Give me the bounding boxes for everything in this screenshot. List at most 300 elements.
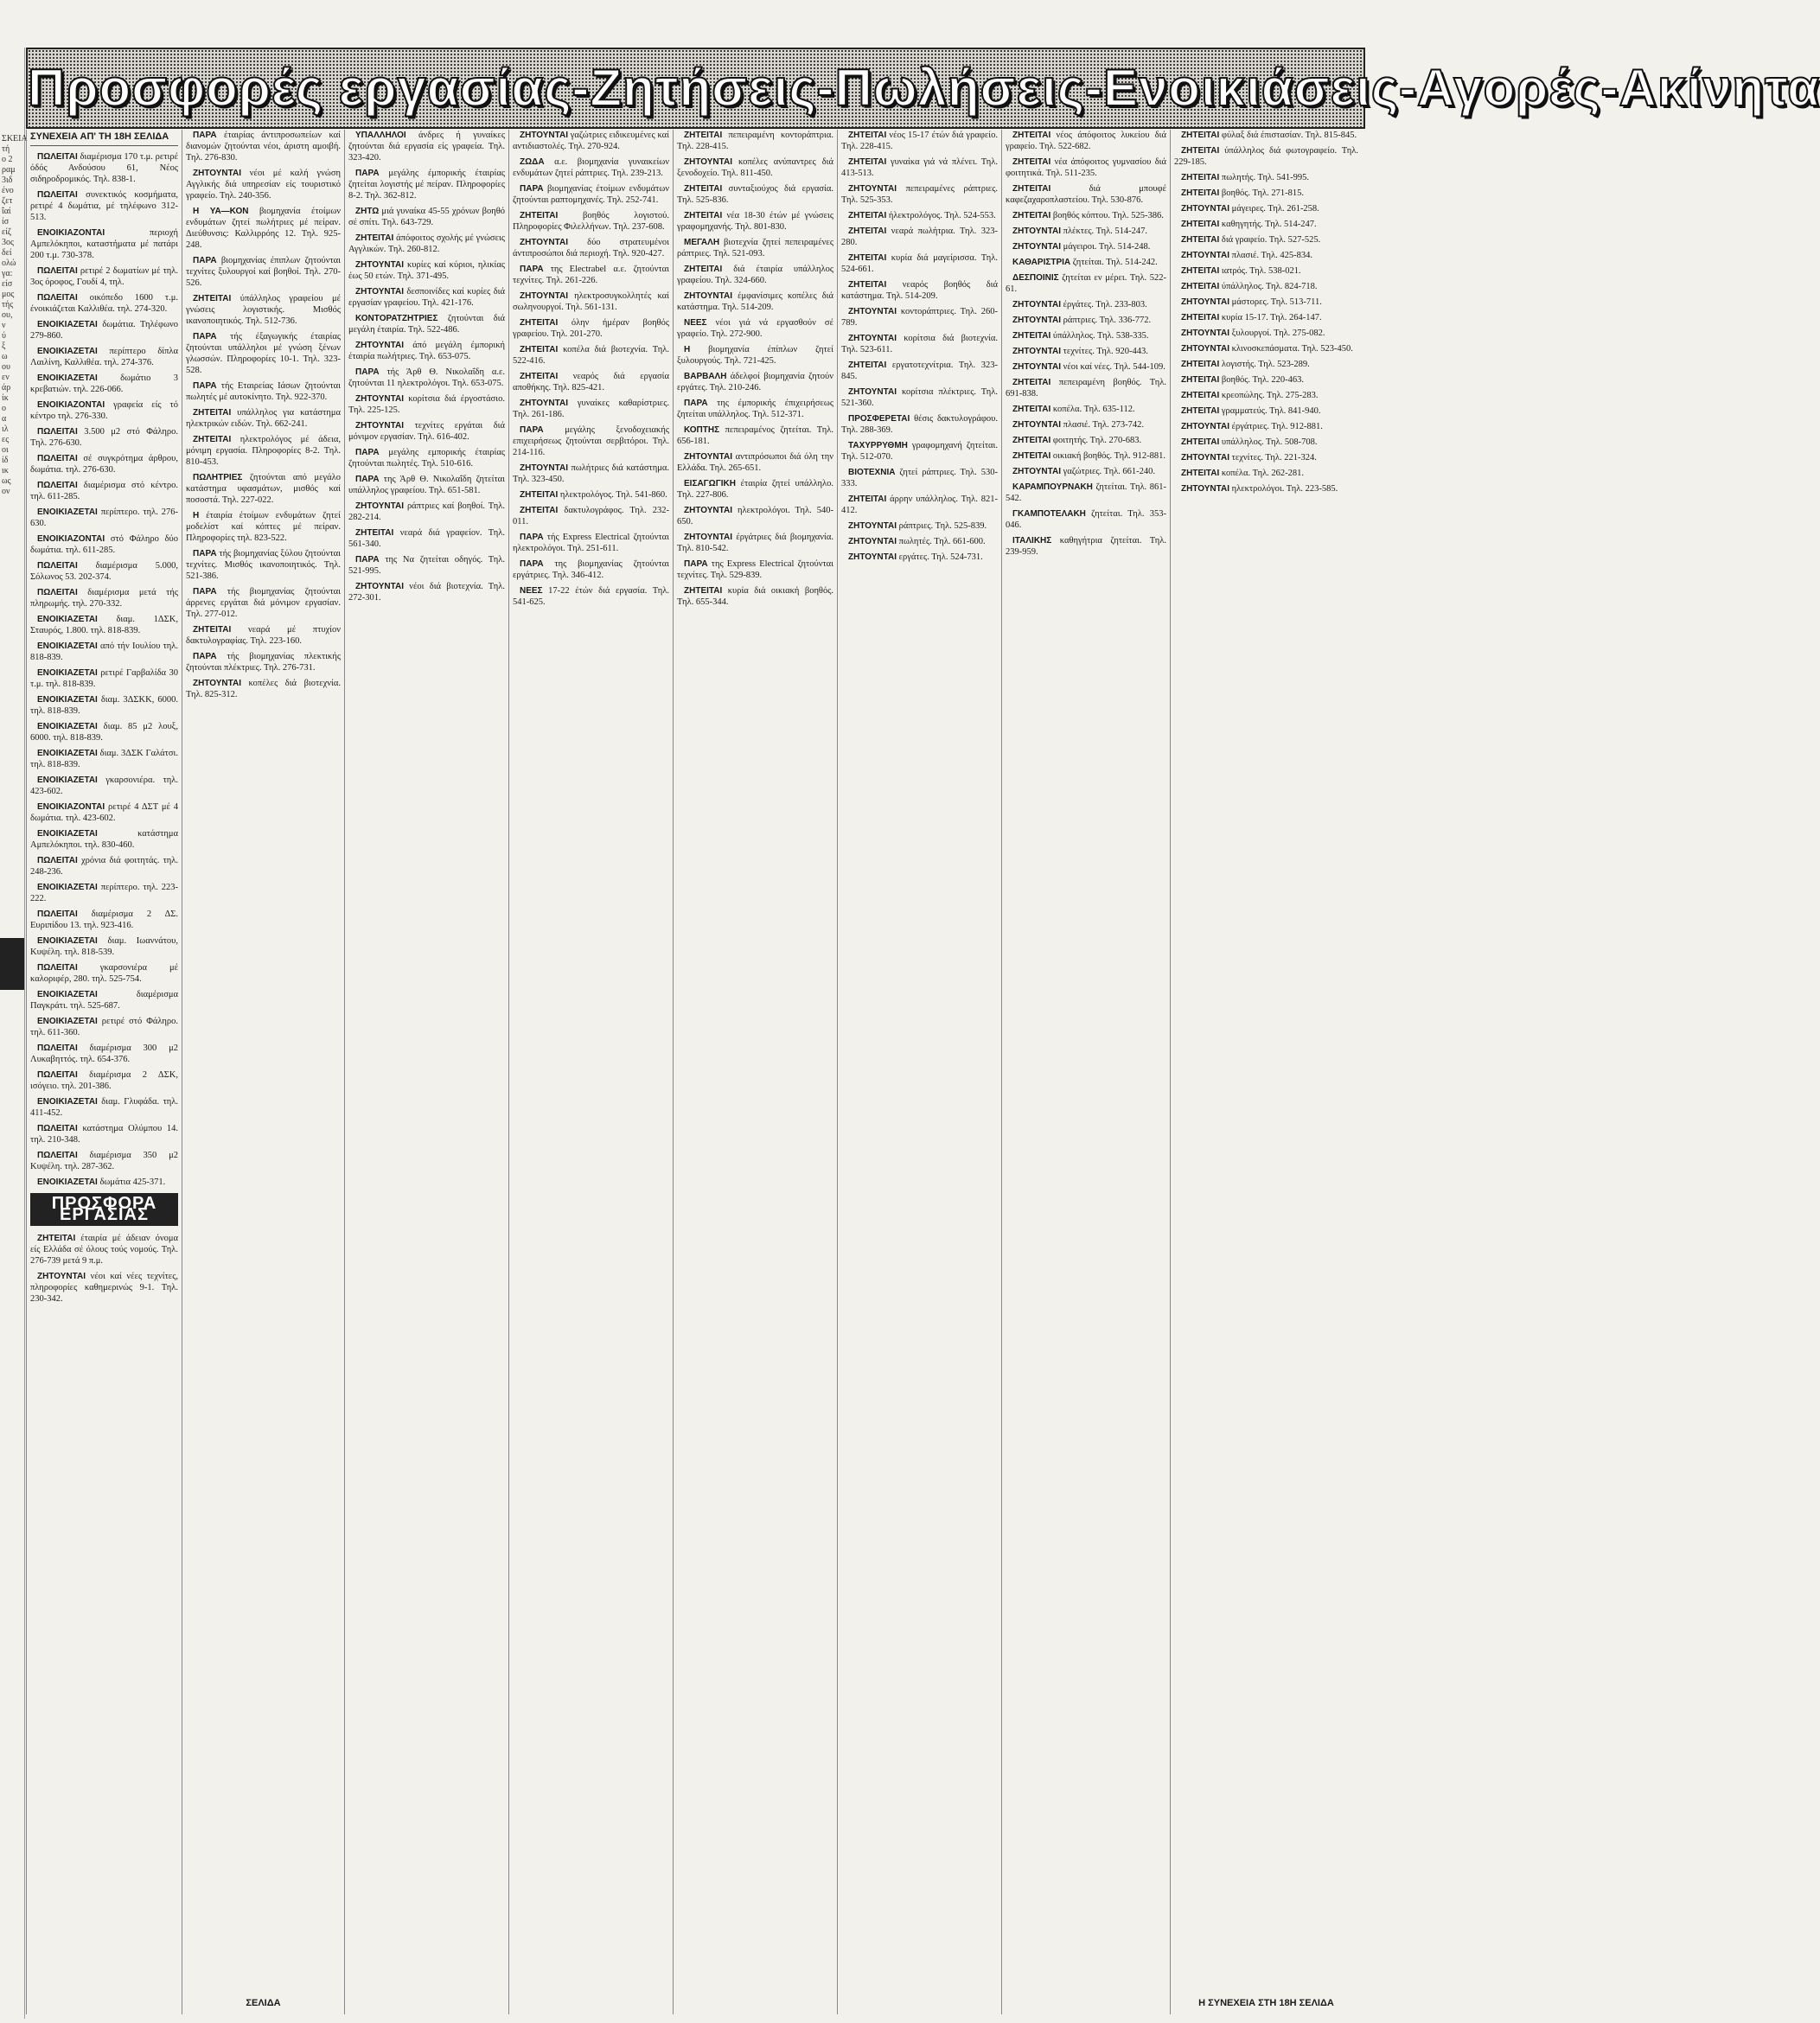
classified-ad: [1174, 130, 1358, 141]
ad-text: υπάλληλος για κατάστημα ηλεκτρικών ειδών. Τηλ. 662-241.: [186, 408, 341, 429]
ad-text: άρρην υπάλληλος. Τηλ. 821-412.: [841, 495, 998, 515]
classified-ad: [1006, 404, 1166, 415]
strip-line: ίδ: [2, 456, 9, 465]
ad-keyword: ΠΑΡΑ: [520, 184, 544, 194]
strip-line: 3ιδ: [2, 175, 13, 185]
ad-text: κρεοπώλης. Τηλ. 275-283.: [1219, 391, 1319, 400]
ad-keyword: ΖΗΤΟΥΝΤΑΙ: [848, 307, 897, 316]
ad-text: διαμέρισμα Παγκράτι. τηλ. 525-687.: [30, 990, 178, 1011]
ad-text: κυρία διά οικιακή βοηθός. Τηλ. 655-344.: [677, 586, 833, 607]
classified-ad: [30, 775, 178, 797]
ad-text: α.ε. βιομηχανία γυναικείων ενδυμάτων ζητεί ράπτριες. Τηλ. 239-213.: [513, 157, 669, 178]
ad-text: οικιακή βοηθός. Τηλ. 912-881.: [1050, 451, 1166, 461]
ad-keyword: ΠΩΛΕΙΤΑΙ: [37, 963, 78, 973]
classified-ad: [30, 373, 178, 395]
ad-keyword: ΠΩΛΕΙΤΑΙ: [37, 152, 78, 162]
ad-keyword: ΕΝΟΙΚΙΑΖΕΤΑΙ: [37, 1017, 98, 1026]
ad-text: ζητεί ράπτριες. Τηλ. 530-333.: [841, 468, 998, 488]
ad-text: ηλεκτρολόγος μέ άδεια, μόνιμη εργασία. Πληροφορίες 8-2. Τηλ. 810-453.: [186, 435, 341, 467]
ad-keyword: ΖΗΤΟΥΝΤΑΙ: [1012, 242, 1062, 252]
classified-ad: [677, 478, 833, 501]
ad-text: ζητούνται διά μεγάλη έταιρία. Τηλ. 522-486.: [348, 314, 505, 335]
strip-line: ολώ: [2, 258, 16, 268]
classified-ad: [677, 371, 833, 393]
classified-ad: [513, 210, 669, 233]
ad-text: μεγάλης έμπορικής έταιρίας ζητείται λογιστής μέ πείραν. Πληροφορίες 8-2. Τηλ. 362-812.: [348, 169, 505, 201]
ad-keyword: ΕΝΟΙΚΙΑΖΕΤΑΙ: [37, 722, 98, 731]
classified-ad: [30, 1043, 178, 1065]
ad-text: άπόφοιτος σχολής μέ γνώσεις Αγγλικών. Τηλ. 260-812.: [348, 233, 505, 254]
classified-ad: [513, 398, 669, 420]
ad-text: τεχνίτες εργάται διά μόνιμον εργασίαν. Τηλ. 616-402.: [348, 421, 505, 442]
ad-keyword: ΕΝΟΙΚΙΑΖΕΤΑΙ: [37, 749, 98, 758]
ad-keyword: ΠΩΛΕΙΤΑΙ: [37, 427, 78, 437]
classified-ad: [677, 344, 833, 367]
ad-keyword: ΖΗΤΕΙΤΑΙ: [684, 265, 723, 274]
classified-ad: [30, 227, 178, 261]
classified-ad: [30, 426, 178, 449]
ad-text: τής Άρθ Θ. Νικολαΐδη α.ε. ζητούνται 11 ηλεκτρολόγοι. Τηλ. 653-075.: [348, 367, 505, 388]
ad-text: διά μπουφέ καφεζαχαροπλαστείου. Τηλ. 530-876.: [1006, 184, 1166, 205]
classified-ad: [348, 367, 505, 389]
strip-line: ύ: [2, 331, 6, 341]
ad-keyword: ΖΗΤΟΥΝΤΑΙ: [684, 533, 733, 542]
classified-ad: [1006, 130, 1166, 152]
strip-line: α: [2, 414, 7, 424]
classified-ad: [348, 340, 505, 362]
ad-text: ρετιρέ Γαρβαλίδα 30 τ.μ. τηλ. 818-839.: [30, 668, 178, 689]
ad-text: νέα άπόφοιτος γυμνασίου διά φοιτητικά. Τηλ. 511-235.: [1006, 157, 1166, 178]
classified-ad: [186, 651, 341, 673]
ad-keyword: ΠΩΛΕΙΤΑΙ: [37, 588, 78, 597]
ad-keyword: ΖΗΤΕΙΤΑΙ: [520, 506, 559, 515]
strip-line: ου: [2, 362, 10, 372]
ad-text: άπό μεγάλη έμπορική έταιρία πωλήτριες. Τηλ. 653-075.: [348, 341, 505, 361]
ad-text: δεσποινίδες καί κυρίες διά εργασίαν γραφείου. Τηλ. 421-176.: [348, 287, 505, 308]
ad-keyword: ΕΝΟΙΚΙΑΖΕΤΑΙ: [37, 668, 98, 678]
classified-ad: [841, 333, 998, 355]
classified-ad: [677, 183, 833, 206]
classified-ad: [841, 279, 998, 302]
classified-ad: [513, 371, 669, 393]
classified-ad: [186, 380, 341, 403]
strip-line: γα:: [2, 269, 13, 278]
ad-text: εργατοτεχνίτρια. Τηλ. 323-845.: [841, 361, 998, 381]
ad-text: έταιρία μέ άδειαν όνομα είς Ελλάδα σέ όλους τούς νομούς. Τηλ. 276-739 μετά 9 π.μ.: [30, 1234, 178, 1266]
ad-text: ρετιρέ 4 ΔΣΤ μέ 4 δωμάτια. τηλ. 423-602.: [30, 802, 178, 823]
ad-keyword: ΖΗΤΕΙΤΑΙ: [355, 233, 394, 243]
ad-text: πεπειραμένες ράπτριες. Τηλ. 525-353.: [841, 184, 998, 205]
classified-ad: [1006, 377, 1166, 399]
classified-ad: [30, 151, 178, 185]
classified-ad: [841, 386, 998, 409]
ad-text: περιοχή Αμπελόκηποι, καταστήματα μέ πατάρι 200 τ.μ. 730-378.: [30, 228, 178, 260]
ad-keyword: ΖΗΤΟΥΝΤΑΙ: [848, 387, 897, 397]
ad-keyword: ΖΗΤΕΙΤΑΙ: [684, 184, 723, 194]
ad-keyword: ΕΝΟΙΚΙΑΖΕΤΑΙ: [37, 347, 98, 356]
ad-text: νεαρά μέ πτυχίον δακτυλογραφίας. Τηλ. 223-160.: [186, 625, 341, 646]
ad-keyword: ΖΗΤΟΥΝΤΑΙ: [1181, 204, 1230, 214]
ad-keyword: ΖΗΤΟΥΝΤΑΙ: [193, 679, 242, 688]
ad-text: ηλεκτρολόγοι. Τηλ. 540-650.: [677, 506, 833, 526]
ad-keyword: ΝΕΕΣ: [520, 586, 543, 596]
ad-text: νέοι διά βιοτεχνία. Τηλ. 272-301.: [348, 582, 505, 603]
ad-keyword: ΠΩΛΕΙΤΑΙ: [37, 481, 78, 490]
ad-text: πωλητής. Τηλ. 541-995.: [1219, 173, 1309, 182]
classified-ad: [513, 532, 669, 554]
ad-text: ύπάλληλος. Τηλ. 824-718.: [1219, 282, 1318, 291]
classified-ad: [186, 434, 341, 468]
classified-ad: [30, 962, 178, 985]
ad-keyword: ΚΑΡΑΜΠΟΥΡΝΑΚΗ: [1012, 482, 1093, 492]
banner-title: Προσφορές εργασίας-Ζητήσεις-Πωλήσεις-Ενοικιάσεις-Αγορές-Ακίνητα: [28, 59, 1820, 117]
classified-ad: [348, 501, 505, 523]
classified-ad: [1006, 361, 1166, 373]
ad-text: πλέκτες. Τηλ. 514-247.: [1061, 227, 1148, 236]
ad-keyword: ΖΗΤΟΥΝΤΑΙ: [355, 501, 405, 511]
classified-ad: [841, 440, 998, 463]
ad-text: τής έξαγωγικής έταιρίας ζητούνται υπάλληλοι μέ γνώση ξένων γλωσσών. Πληροφορίες 10-1. Τηλ. 323-528.: [186, 332, 341, 375]
ad-keyword: ΠΑΡΑ: [355, 169, 380, 178]
classified-ad: [30, 1271, 178, 1305]
classified-ad: [513, 264, 669, 286]
ad-text: νεαρός βοηθός διά κατάστημα. Τηλ. 514-209.: [841, 280, 998, 301]
ad-text: γυναίκες καθαρίστριες. Τηλ. 261-186.: [513, 399, 669, 419]
classified-ad: [30, 292, 178, 315]
ad-keyword: ΖΗΤΕΙΤΑΙ: [1012, 451, 1051, 461]
ad-text: έμφανίσιμες κοπέλες διά κατάστημα. Τηλ. 514-209.: [677, 291, 833, 312]
ad-keyword: ΠΑΡΑ: [193, 332, 217, 341]
ad-text: κατάστημα Αμπελόκηποι. τηλ. 830-460.: [30, 829, 178, 850]
ad-keyword: ΕΝΟΙΚΙΑΖΕΤΑΙ: [37, 695, 98, 705]
strip-line: ο: [2, 404, 6, 413]
strip-line: ν: [2, 321, 6, 330]
ad-keyword: ΠΩΛΕΙΤΑΙ: [37, 1043, 78, 1053]
ad-text: οικόπεδο 1600 τ.μ. ένοικιάζεται Καλλιθέα. τηλ. 274-320.: [30, 293, 178, 314]
ad-text: κοπέλα. Τηλ. 635-112.: [1050, 405, 1135, 414]
column-4: [508, 130, 673, 2014]
classified-ad: [348, 527, 505, 550]
ad-text: τής Εταιρείας Ιάσων ζητούνται πωλητές μέ αυτοκίνητο. Τηλ. 922-370.: [186, 381, 341, 402]
ad-keyword: ΖΗΤΟΥΝΤΑΙ: [684, 157, 733, 167]
classified-ad: [677, 237, 833, 259]
classified-ad: [513, 489, 669, 501]
classified-ad: [186, 678, 341, 700]
ad-text: τής βιομηχανίας πλεκτικής ζητούνται πλέκτριες. Τηλ. 276-731.: [186, 652, 341, 673]
ad-keyword: ΕΝΟΙΚΙΑΖΕΤΑΙ: [37, 641, 98, 651]
ad-keyword: ΖΗΤΟΥΝΤΑΙ: [355, 582, 405, 591]
ad-text: περίπτερο δίπλα Λαιλίνη, Καλλιθέα. τηλ. 274-376.: [30, 347, 178, 367]
ad-text: βιομηχανίας έπιπλων ζητούνται τεχνίτες ξυλουργοί καί βοηθοί. Τηλ. 270-526.: [186, 256, 341, 288]
ad-text: κλινοσκεπάσματα. Τηλ. 523-450.: [1229, 344, 1353, 354]
classified-ad: [1006, 450, 1166, 462]
ad-text: γραφεία είς τό κέντρο τηλ. 276-330.: [30, 400, 178, 421]
column-3: [344, 130, 508, 2014]
column-6: [837, 130, 1001, 2014]
classified-ad: [30, 1233, 178, 1267]
classified-ad: [513, 317, 669, 340]
classified-ad: [1174, 437, 1358, 448]
classified-ad: [1174, 483, 1358, 495]
ad-keyword: ΖΗΤΕΙΤΑΙ: [1012, 211, 1051, 220]
ad-text: βοηθός. Τηλ. 271-815.: [1219, 188, 1304, 198]
ad-text: της βιομηχανίας ζητούνται εργάτριες. Τηλ. 346-412.: [513, 559, 669, 580]
ad-text: νέος 15-17 έτών διά γραφείο. Τηλ. 228-415.: [841, 131, 998, 151]
ad-text: σέ συγκρότημα άρθρου, δωμάτια. τηλ. 276-630.: [30, 454, 178, 475]
ad-text: ράπτριες καί βοηθοί. Τηλ. 282-214.: [348, 501, 505, 522]
ad-keyword: ΖΗΤΟΥΝΤΑΙ: [1181, 484, 1230, 494]
ad-text: δακτυλογράφος. Τηλ. 232-011.: [513, 506, 669, 526]
ad-text: μεγάλης εμπορικής έταιρίας ζητούνται πωλητές. Τηλ. 510-616.: [348, 448, 505, 469]
ad-text: ζητείται εν μέρει. Τηλ. 522-61.: [1006, 273, 1166, 294]
ad-keyword: ΖΗΤΟΥΝΤΑΙ: [520, 238, 569, 247]
ad-text: διαμ. 3ΔΣΚ Γαλάτσι. τηλ. 818-839.: [30, 749, 178, 769]
classified-ad: [1174, 250, 1358, 261]
classified-ad: [841, 494, 998, 516]
classified-ad: [1174, 452, 1358, 463]
ad-keyword: ΠΑΡΑ: [193, 381, 217, 391]
ad-keyword: ΖΗΤΕΙΤΑΙ: [848, 131, 887, 140]
ad-text: διαμέρισμα 2 ΔΣΚ, ισόγειο. τηλ. 201-386.: [30, 1070, 178, 1091]
strip-line: ίκ: [2, 393, 9, 403]
classified-ad: [186, 130, 341, 163]
classified-ad: [1174, 312, 1358, 323]
ad-text: τής Express Electrical ζητούνται ηλεκτρολόγοι. Τηλ. 251-611.: [513, 533, 669, 553]
classified-ad: [30, 346, 178, 368]
ad-text: νέοι καί νέες τεχνίτες, πληροφορίες καθημερινώς 9-1. Τηλ. 230-342.: [30, 1272, 178, 1304]
classified-ad: [677, 264, 833, 286]
classified-ad: [186, 548, 341, 582]
classified-ad: [30, 319, 178, 341]
classified-ad: [841, 413, 998, 436]
strip-line: ω: [2, 352, 8, 361]
classified-ad: [677, 130, 833, 152]
classified-ad: [30, 1069, 178, 1092]
ad-keyword: ΕΝΟΙΚΙΑΖΟΝΤΑΙ: [37, 802, 105, 812]
strip-line: ικ: [2, 466, 9, 475]
ad-text: εργάτες. Τηλ. 524-731.: [897, 552, 983, 562]
ad-keyword: ΜΕΓΑΛΗ: [684, 238, 720, 247]
ad-keyword: ΖΗΤΕΙΤΑΙ: [848, 361, 887, 370]
classified-ad: [348, 313, 505, 335]
ad-keyword: ΥΠΑΛΛΗΛΟΙ: [355, 131, 406, 140]
column-7: [1001, 130, 1170, 2014]
classified-ad: [1174, 265, 1358, 277]
classified-ad: [348, 130, 505, 163]
classified-ad: [677, 505, 833, 527]
classified-ad: [30, 1150, 178, 1172]
strip-line: ου,: [2, 310, 13, 320]
classified-ad: [841, 156, 998, 179]
classified-ad: [30, 533, 178, 556]
ad-keyword: ΖΗΤΕΙΤΑΙ: [1181, 188, 1220, 198]
classified-ad: [841, 183, 998, 206]
ad-keyword: ΖΗΤΟΥΝΤΑΙ: [848, 552, 897, 562]
classified-ad: [1174, 219, 1358, 230]
ad-text: έταιρία έτοίμων ενδυμάτων ζητεί μοδελίστ καί κόπτες μέ πείραν. Πληροφορίες τηλ. 823-522.: [186, 511, 341, 543]
classified-ad: [30, 560, 178, 583]
ad-keyword: ΖΗΤΟΥΝΤΑΙ: [1181, 344, 1230, 354]
classified-ad: [1174, 297, 1358, 308]
ad-text: μεγάλης ξενοδοχειακής επιχειρήσεως ζητούνται σερβιτόροι. Τηλ. 214-116.: [513, 425, 669, 457]
ad-text: έταιρίας άντιπροσωπείων καί διανομών ζητούνται νέοι, άριστη αμοιβή. Τηλ. 276-830.: [186, 131, 341, 163]
classified-ad: [30, 265, 178, 288]
ad-keyword: ΖΗΤΟΥΝΤΑΙ: [193, 169, 242, 178]
ad-keyword: ΖΗΤΟΥΝΤΑΙ: [1012, 347, 1062, 356]
ad-keyword: ΤΑΧΥΡΡΥΘΜΗ: [848, 441, 908, 450]
ad-keyword: ΖΗΤΕΙΤΑΙ: [193, 625, 232, 635]
ad-keyword: ΖΗΤΕΙΤΑΙ: [520, 490, 559, 500]
classified-ad: [1174, 172, 1358, 183]
classified-ad: [841, 130, 998, 152]
ad-keyword: ΖΗΤΕΙΤΑΙ: [684, 211, 723, 220]
ad-keyword: ΖΗΤΟΥΝΤΑΙ: [848, 521, 897, 531]
ad-keyword: ΠΑΡΑ: [520, 533, 544, 542]
ad-keyword: ΠΑΡΑ: [355, 367, 380, 377]
ad-keyword: ΖΗΤΟΥΝΤΑΙ: [520, 291, 569, 301]
ad-keyword: ΖΗΤΕΙΤΑΙ: [193, 408, 232, 418]
ad-text: ύπάλληλος γραφείου μέ γνώσεις λογιστικής. Μισθός ικανοποιητικός. Τηλ. 512-736.: [186, 294, 341, 326]
ad-keyword: ΖΗΤΕΙΤΑΙ: [1012, 436, 1051, 445]
ad-text: φοιτητής. Τηλ. 270-683.: [1050, 436, 1142, 445]
ad-text: νεαρός διά εργασία αποθήκης. Τηλ. 825-421.: [513, 372, 669, 392]
classified-ad: [1006, 466, 1166, 477]
classified-ad: [1174, 145, 1358, 168]
ad-keyword: ΖΗΤΕΙΤΑΙ: [848, 211, 887, 220]
ad-text: διαμέρισμα 350 μ2 Κυψέλη. τηλ. 287-362.: [30, 1151, 178, 1171]
ad-text: συνταξιούχος διά εργασία. Τηλ. 525-836.: [677, 184, 833, 205]
ad-keyword: ΖΗΤΕΙΤΑΙ: [1181, 391, 1220, 400]
ad-keyword: ΖΗΤΕΙΤΑΙ: [520, 211, 559, 220]
ad-keyword: ΕΝΟΙΚΙΑΖΕΤΑΙ: [37, 936, 98, 946]
classified-ad: [30, 694, 178, 717]
classified-ad: [1006, 210, 1166, 221]
ad-keyword: ΠΑΡΑ: [520, 425, 544, 435]
ad-keyword: ΖΗΤΟΥΝΤΑΙ: [684, 452, 733, 462]
classified-ad: [30, 748, 178, 770]
classified-ad: [513, 344, 669, 367]
classified-ad: [1174, 359, 1358, 370]
classified-ad: [841, 306, 998, 329]
classified-ad: [1006, 226, 1166, 237]
ad-keyword: ΖΗΤΟΥΝΤΑΙ: [684, 506, 733, 515]
ad-text: 17-22 έτών διά εργασία. Τηλ. 541-625.: [513, 586, 669, 607]
strip-line: μος: [2, 290, 15, 299]
ad-keyword: ΖΗΤΟΥΝΤΑΙ: [1012, 467, 1062, 476]
section-banner: ΠΡΟΣΦΟΡΑ ΕΡΓΑΣΙΑΣ: [30, 1193, 178, 1226]
ad-text: αντιπρόσωποι διά όλη την Ελλάδα. Τηλ. 265-651.: [677, 452, 833, 473]
classified-ad: [1006, 419, 1166, 431]
ad-keyword: ΖΗΤΟΥΝΤΑΙ: [1181, 297, 1230, 307]
classified-ad: [186, 331, 341, 376]
column-8: [1170, 130, 1362, 2014]
strip-line: άρ: [2, 383, 11, 392]
ad-keyword: ΖΗΤΟΥΝΤΑΙ: [1181, 329, 1230, 338]
ad-text: κυρίες καί κύριοι, ηλικίας έως 50 ετών. Τηλ. 371-495.: [348, 260, 505, 281]
ad-keyword: ΕΝΟΙΚΙΑΖΕΤΑΙ: [37, 829, 98, 839]
ad-text: της έμπορικής έπιχειρήσεως ζητείται υπάλληλος. Τηλ. 512-371.: [677, 399, 833, 419]
ad-text: κατάστημα Ολύμπου 14. τηλ. 210-348.: [30, 1124, 178, 1145]
ad-keyword: ΖΗΤΕΙΤΑΙ: [1181, 131, 1220, 140]
ad-keyword: ΠΑΡΑ: [520, 265, 544, 274]
classified-ad: [30, 587, 178, 609]
ad-keyword: ΚΟΝΤΟΡΑΤΖΗΤΡΙΕΣ: [355, 314, 438, 323]
ad-text: από τήν Ιουλίου τηλ. 818-839.: [30, 641, 178, 662]
ad-keyword: ΖΗΤΕΙΤΑΙ: [1181, 266, 1220, 276]
ad-text: ζητούνται από μεγάλο κατάστημα υφασμάτων, μισθός καί ποσοστά. Τηλ. 227-022.: [186, 473, 341, 505]
classified-ad: [1174, 421, 1358, 432]
ad-keyword: ΒΑΡΒΑΛΗ: [684, 372, 727, 381]
ad-keyword: ΖΗΤΟΥΝΤΑΙ: [684, 291, 733, 301]
ad-keyword: ΠΩΛΕΙΤΑΙ: [37, 856, 78, 865]
ad-keyword: ΖΗΤΟΥΝΤΑΙ: [520, 463, 569, 473]
strip-black-box: [0, 938, 24, 990]
column-heading: ΣΥΝΕΧΕΙΑ ΑΠ' ΤΗ 18Η ΣΕΛΙΔΑ: [30, 131, 178, 146]
classified-ad: [186, 586, 341, 620]
classified-ad: [348, 286, 505, 309]
ad-keyword: ΖΗΤΟΥΝΤΑΙ: [1181, 251, 1230, 260]
classified-ad: [677, 451, 833, 474]
classified-ad: [30, 480, 178, 502]
classified-ad: [186, 472, 341, 506]
classified-ad: [1006, 257, 1166, 268]
column-5: [673, 130, 837, 2014]
strip-line: δεί: [2, 248, 12, 258]
ad-text: πεπειραμένη κοντοράπτρια. Τηλ. 228-415.: [677, 131, 833, 151]
strip-line: τή: [2, 144, 10, 154]
ad-text: πωλήτριες διά κατάστημα. Τηλ. 323-450.: [513, 463, 669, 484]
ad-keyword: ΠΑΡΑ: [684, 399, 708, 408]
classified-ad: [30, 882, 178, 904]
strip-line: ΐαί: [2, 207, 11, 216]
ad-keyword: ΕΝΟΙΚΙΑΖΕΤΑΙ: [37, 1177, 98, 1187]
classified-ad: [1174, 234, 1358, 246]
ad-text: νεαρά διά γραφείον. Τηλ. 561-340.: [348, 528, 505, 549]
ad-keyword: ΓΚΑΜΠΟΤΕΛΑΚΗ: [1012, 509, 1086, 519]
classified-ad: [1174, 343, 1358, 354]
ad-keyword: ΕΝΟΙΚΙΑΖΕΤΑΙ: [37, 1097, 98, 1107]
ad-keyword: ΠΑΡΑ: [355, 475, 380, 484]
column-1: [26, 130, 182, 2014]
classified-ad: [677, 585, 833, 608]
classified-ad: [1006, 315, 1166, 326]
classified-ad: [186, 624, 341, 647]
ad-text: άδελφοί βιομηχανία ζητούν εργάτες. Τηλ. 210-246.: [677, 372, 833, 392]
classified-ad: [30, 453, 178, 475]
ad-keyword: ΖΗΤΟΥΝΤΑΙ: [848, 537, 897, 546]
ad-keyword: ΕΝΟΙΚΙΑΖΟΝΤΑΙ: [37, 228, 105, 238]
ad-keyword: ΠΑΡΑ: [193, 256, 217, 265]
classified-ad: [677, 156, 833, 179]
classified-ad: [677, 210, 833, 233]
ad-text: ράπτριες. Τηλ. 336-772.: [1061, 316, 1152, 325]
classified-ad: [841, 226, 998, 248]
ad-keyword: ΖΗΤΕΙΤΑΙ: [848, 157, 887, 167]
ad-keyword: ΖΗΤΕΙΤΑΙ: [1181, 375, 1220, 385]
ad-text: της Electrabel α.ε. ζητούνται τεχνίτες. Τηλ. 261-226.: [513, 265, 669, 285]
strip-line: ίσ: [2, 217, 10, 227]
classified-ad: [348, 554, 505, 577]
classified-ad: [841, 210, 998, 221]
ad-keyword: ΕΝΟΙΚΙΑΖΕΤΑΙ: [37, 507, 98, 517]
classified-ad: [186, 206, 341, 251]
classified-ad: [30, 614, 178, 636]
ad-keyword: ΠΑΡΑ: [355, 448, 380, 457]
ad-text: διαμέρισμα μετά τής πληρωμής. τηλ. 270-332.: [30, 588, 178, 609]
ad-text: γαζώτριες ειδικευμένες καί αντιδιαστολές. Τηλ. 270-924.: [513, 131, 669, 151]
ad-text: στό Φάληρο δύο δωμάτια. τηλ. 611-285.: [30, 534, 178, 555]
ad-text: πεπειραμένος ζητείται. Τηλ. 656-181.: [677, 425, 833, 446]
